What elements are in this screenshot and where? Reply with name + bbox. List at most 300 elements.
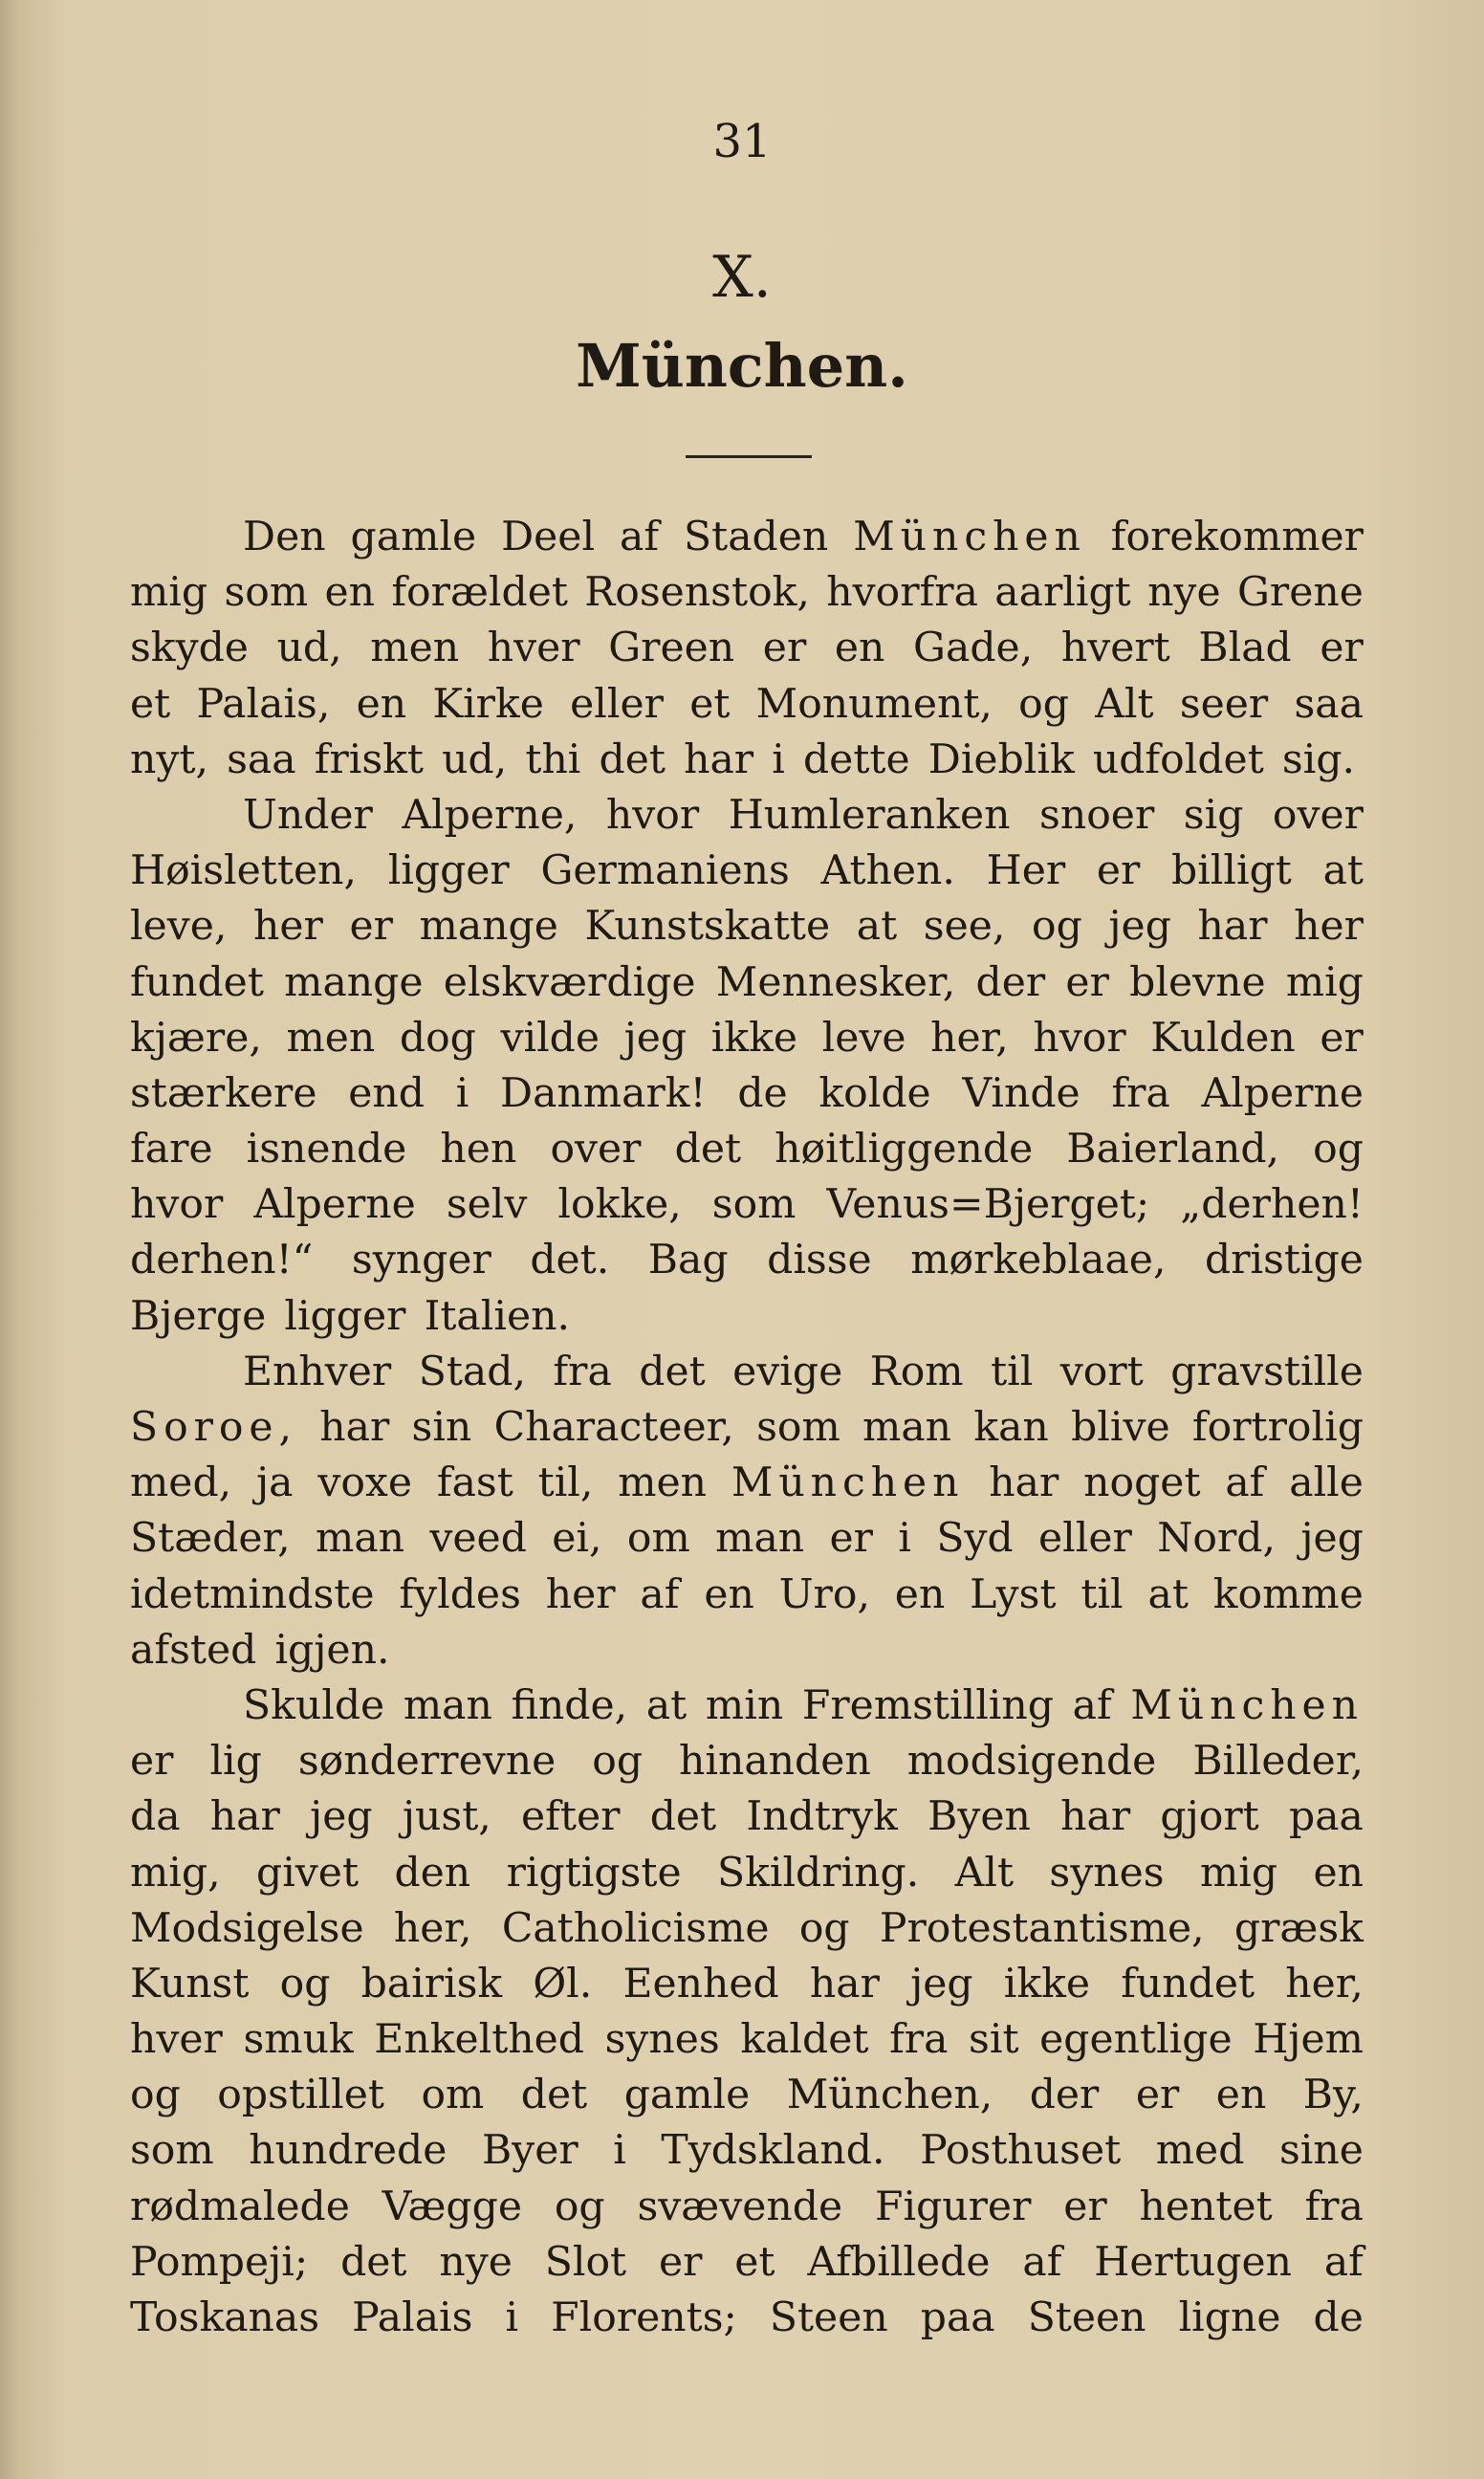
word: Florents;: [551, 2294, 737, 2341]
word: her: [545, 1570, 616, 1618]
word: og: [1031, 903, 1082, 951]
word: derhen!“: [130, 1237, 314, 1284]
word: Byen: [928, 1793, 1031, 1841]
word: voxe: [317, 1459, 413, 1507]
word: Skildring.: [717, 1849, 920, 1897]
word: til: [1080, 1570, 1124, 1618]
word: Kunstskatte: [584, 903, 831, 951]
word: har: [684, 735, 754, 783]
word: er: [1063, 2183, 1107, 2230]
word: fare: [130, 1126, 213, 1174]
word: Mennesker,: [715, 958, 956, 1006]
word: alle: [1289, 1459, 1364, 1507]
word: Vægge: [382, 2183, 522, 2230]
word: givet: [256, 1849, 360, 1897]
word: mørkeblaae,: [910, 1237, 1167, 1284]
word: see,: [923, 903, 1006, 951]
word: modsigende: [906, 1738, 1157, 1786]
word: Dieblik: [928, 735, 1075, 783]
text-line: [130, 2235, 1364, 2291]
text-line: [130, 1511, 1364, 1567]
word: man: [715, 1515, 805, 1563]
word: jeg: [910, 1960, 973, 2007]
word: idetmindste: [130, 1570, 375, 1618]
word: udfoldet: [1092, 735, 1264, 783]
word: min: [705, 1681, 784, 1729]
word: i: [613, 2127, 626, 2175]
word: isnende: [246, 1126, 407, 1174]
word: Baierland,: [1066, 1126, 1280, 1174]
word: de: [1313, 2294, 1364, 2341]
word: mig: [1285, 958, 1364, 1006]
word: en: [894, 1570, 946, 1618]
word: Nord,: [1157, 1515, 1276, 1563]
word: at: [645, 1681, 687, 1729]
text-line: [130, 510, 1364, 565]
word: kan: [973, 1404, 1049, 1451]
word: eller: [570, 680, 664, 728]
word: fundet: [130, 958, 264, 1006]
word: nyt,: [130, 735, 208, 783]
text-line: [130, 677, 1364, 733]
word: Alperne,: [402, 791, 578, 839]
word: hver: [130, 2016, 223, 2064]
word: en: [324, 569, 375, 617]
word: til: [991, 1348, 1034, 1395]
word: end: [348, 1069, 425, 1117]
word: Danmark!: [500, 1069, 707, 1117]
word: jeg: [623, 1014, 687, 1062]
word: dette: [802, 735, 910, 783]
body-text: [130, 510, 1364, 2346]
word: hundrede: [249, 2127, 447, 2175]
word: sig.: [1281, 735, 1356, 783]
word: aarligt: [994, 569, 1131, 617]
word: Slot: [544, 2238, 627, 2286]
word: er: [829, 1515, 873, 1563]
word: Protestantisme,: [879, 1904, 1205, 1952]
word: Green: [608, 625, 735, 672]
word: seer: [1179, 680, 1269, 728]
word: rødmalede: [130, 2183, 350, 2230]
word: ja: [255, 1459, 294, 1507]
word: er: [1065, 958, 1109, 1006]
word: er: [130, 1738, 174, 1786]
word: med,: [130, 1459, 232, 1507]
word: man: [403, 1681, 492, 1729]
word: som: [224, 569, 309, 617]
word: da: [130, 1793, 181, 1841]
word: leve: [821, 1014, 906, 1062]
word: Posthuset: [920, 2127, 1122, 2175]
word: Uro,: [778, 1570, 870, 1618]
text-line: [130, 2291, 1364, 2346]
text-line: [130, 1177, 1364, 1233]
word: vort: [1059, 1348, 1144, 1395]
word: en: [1215, 2072, 1267, 2119]
word: Kunst: [130, 1960, 250, 2007]
text-line: [130, 1901, 1364, 1957]
word: Palais,: [196, 680, 331, 728]
word: det.: [530, 1237, 610, 1284]
title-rule: [686, 455, 812, 458]
word: Rom: [869, 1348, 964, 1395]
word: har: [989, 1459, 1059, 1507]
word: har: [1060, 1793, 1131, 1841]
word: München: [731, 1459, 965, 1507]
word: hvor: [605, 791, 700, 839]
word: fyldes: [399, 1570, 521, 1618]
word: men: [618, 1459, 708, 1507]
word: lig: [209, 1738, 262, 1786]
word: Palais: [352, 2294, 473, 2341]
word: hvor: [1033, 1014, 1126, 1062]
word: i: [772, 735, 785, 783]
word: Eenhed: [622, 1960, 779, 2007]
word: Her: [986, 847, 1066, 895]
word: München: [853, 514, 1086, 560]
word: det: [639, 1348, 706, 1395]
word: en: [356, 680, 407, 728]
text-line: [130, 733, 1364, 788]
word: nye: [439, 2238, 513, 2286]
word: men: [286, 1014, 376, 1062]
text-line: [130, 2180, 1364, 2235]
word: svævende: [637, 2183, 843, 2230]
word: er: [1320, 625, 1364, 672]
word: mig: [130, 569, 208, 617]
word: Figurer: [874, 2183, 1032, 2230]
word: afsted: [130, 1626, 257, 1674]
word: af: [1022, 2238, 1062, 2286]
word: gamle: [623, 2072, 751, 2119]
word: Billeder,: [1192, 1738, 1364, 1786]
word: er: [658, 2238, 703, 2286]
word: at: [1147, 1570, 1189, 1618]
word: rigtigste: [506, 1849, 682, 1897]
word: saa: [227, 735, 296, 783]
word: fra: [1304, 2183, 1364, 2230]
word: det: [674, 1126, 742, 1174]
word: fra: [553, 1348, 612, 1395]
word: af: [640, 1570, 680, 1618]
word: snoer: [1039, 791, 1155, 839]
word: hvor: [130, 1181, 224, 1229]
word: og: [279, 1960, 331, 2007]
word: Afbillede: [807, 2238, 991, 2286]
word: Soroe,: [130, 1404, 297, 1451]
text-line: [130, 1957, 1364, 2012]
word: leve,: [130, 903, 228, 951]
word: Alperne: [1201, 1069, 1364, 1117]
word: München,: [786, 2072, 993, 2119]
word: i: [505, 2294, 519, 2341]
word: og: [554, 2183, 605, 2230]
text-line: [130, 2123, 1364, 2179]
word: dog: [399, 1014, 476, 1062]
word: en: [1313, 1849, 1364, 1897]
word: dristige: [1205, 1237, 1364, 1284]
word: Kirke: [432, 680, 544, 728]
word: Stad,: [418, 1348, 526, 1395]
word: Byer: [481, 2127, 578, 2175]
word: lokke,: [557, 1181, 682, 1229]
word: selv: [446, 1181, 528, 1229]
word: hentet: [1139, 2183, 1273, 2230]
word: jeg: [1300, 1515, 1364, 1563]
word: friskt: [314, 735, 425, 783]
text-line: [130, 1734, 1364, 1789]
text-line: [130, 1400, 1364, 1456]
word: her,: [1285, 1960, 1364, 2007]
text-line: [130, 1456, 1364, 1511]
word: kaldet: [740, 2016, 869, 2064]
word: fast: [436, 1459, 513, 1507]
word: her,: [930, 1014, 1009, 1062]
word: man: [862, 1404, 952, 1451]
word: som: [756, 1404, 840, 1451]
text-line: [130, 565, 1364, 621]
word: mange: [419, 903, 558, 951]
word: Enhver: [243, 1348, 392, 1395]
word: skyde: [130, 625, 249, 672]
word: den: [394, 1849, 471, 1897]
word: billigt: [1171, 847, 1292, 895]
word: jeg: [1108, 903, 1171, 951]
word: Toskanas: [130, 2294, 320, 2341]
word: hen: [440, 1126, 517, 1174]
word: bairisk: [360, 1960, 503, 2007]
word: Hjem: [1253, 2016, 1364, 2064]
word: og: [798, 1904, 850, 1952]
word: fundet: [1121, 1960, 1255, 2007]
chapter-title: München.: [576, 331, 908, 401]
word: eller: [1038, 1515, 1132, 1563]
word: om: [626, 1515, 690, 1563]
word: at: [856, 903, 898, 951]
word: græsk: [1233, 1904, 1364, 1952]
word: Bag: [647, 1237, 729, 1284]
word: just,: [402, 1793, 491, 1841]
word: her,: [393, 1904, 472, 1952]
word: Vinde: [962, 1069, 1080, 1117]
word: er: [1135, 2072, 1180, 2119]
word: Athen.: [820, 847, 955, 895]
word: Alt: [1095, 680, 1154, 728]
word: kjære,: [130, 1014, 262, 1062]
word: Blad: [1198, 625, 1292, 672]
text-line: [130, 1789, 1364, 1845]
word: „derhen!: [1180, 1181, 1364, 1229]
text-line: [130, 2012, 1364, 2068]
text-line: [130, 1678, 1364, 1734]
word: Gade,: [913, 625, 1034, 672]
word: Steen: [1027, 2294, 1146, 2341]
word: elskværdige: [443, 958, 696, 1006]
word: til,: [537, 1459, 594, 1507]
word: med: [1155, 2127, 1245, 2175]
word: at: [1322, 847, 1364, 895]
word: thi: [525, 735, 581, 783]
word: Øl.: [533, 1960, 593, 2007]
word: men: [370, 625, 460, 672]
word: det: [599, 735, 666, 783]
word: disse: [767, 1237, 872, 1284]
word: er: [1096, 847, 1141, 895]
word: Modsigelse: [130, 1904, 364, 1952]
word: paa: [1289, 1793, 1364, 1841]
word: stærkere: [130, 1069, 317, 1117]
word: forekommer: [1110, 514, 1364, 560]
word: efter: [521, 1793, 621, 1841]
word: er: [349, 903, 393, 951]
word: af: [1225, 1459, 1265, 1507]
word: igjen.: [274, 1626, 390, 1674]
text-line: [130, 1289, 1364, 1345]
word: gravstille: [1170, 1348, 1364, 1395]
text-line: [130, 899, 1364, 954]
word: en: [834, 625, 885, 672]
word: Lyst: [970, 1570, 1057, 1618]
word: ud,: [442, 735, 508, 783]
word: veed: [429, 1515, 527, 1563]
text-line: [130, 1066, 1364, 1122]
text-line: [130, 1122, 1364, 1177]
text-line: [130, 1345, 1364, 1400]
word: Monument,: [755, 680, 993, 728]
word: Humleranken: [728, 791, 1011, 839]
text-line: [130, 1623, 1364, 1678]
word: sit: [969, 2016, 1019, 2064]
word: og: [592, 1738, 644, 1786]
word: Rosenstok,: [584, 569, 810, 617]
word: ligger: [387, 847, 510, 895]
word: synes: [604, 2016, 720, 2064]
text-line: [130, 621, 1364, 676]
word: paa: [920, 2294, 995, 2341]
word: over: [1272, 791, 1364, 839]
word: har: [209, 1793, 280, 1841]
word: af: [1323, 2238, 1364, 2286]
word: Tydskland.: [661, 2127, 885, 2175]
word: som: [130, 2127, 214, 2175]
word: synger: [351, 1237, 491, 1284]
word: Pompeji;: [130, 2238, 309, 2286]
word: det: [340, 2238, 407, 2286]
word: smuk: [243, 2016, 354, 2064]
word: ikke: [1003, 1960, 1091, 2007]
word: ikke: [710, 1014, 798, 1062]
word: mig: [1199, 1849, 1278, 1897]
word: Den: [243, 514, 326, 560]
word: Deel: [501, 514, 596, 560]
word: finde,: [511, 1681, 628, 1729]
word: evige: [732, 1348, 843, 1395]
word: har: [809, 1960, 880, 2007]
word: er: [762, 625, 807, 672]
word: Catholicisme: [501, 1904, 770, 1952]
text-line: [130, 844, 1364, 899]
word: kolde: [818, 1069, 931, 1117]
word: Germaniens: [540, 847, 790, 895]
word: mig,: [130, 1849, 221, 1897]
word: fortrolig: [1191, 1404, 1364, 1451]
word: Skulde: [243, 1681, 385, 1729]
word: Venus=Bjerget;: [826, 1181, 1150, 1229]
word: Characteer,: [493, 1404, 734, 1451]
word: Kulden: [1150, 1014, 1296, 1062]
word: mange: [284, 958, 424, 1006]
word: her: [1294, 903, 1364, 951]
word: Hertugen: [1094, 2238, 1292, 2286]
word: et: [689, 680, 731, 728]
word: By,: [1302, 2072, 1364, 2119]
word: opstillet: [217, 2072, 384, 2119]
word: forældet: [391, 569, 568, 617]
word: de: [737, 1069, 788, 1117]
word: i: [455, 1069, 469, 1117]
word: komme: [1212, 1570, 1364, 1618]
word: der: [975, 958, 1046, 1006]
word: det: [649, 1793, 717, 1841]
word: Syd: [936, 1515, 1014, 1563]
word: og: [1018, 680, 1069, 728]
text-line: [130, 1011, 1364, 1066]
word: sin: [411, 1404, 472, 1451]
word: Indtryk: [746, 1793, 898, 1841]
word: ligger: [284, 1292, 406, 1340]
word: af: [1072, 1681, 1112, 1729]
word: har: [1197, 903, 1268, 951]
text-line: [130, 1233, 1364, 1288]
word: egentlige: [1039, 2016, 1233, 2064]
word: høitliggende: [775, 1126, 1034, 1174]
word: nye: [1147, 569, 1221, 617]
word: Steen: [769, 2294, 888, 2341]
word: Alperne: [253, 1181, 416, 1229]
word: Bjerge: [130, 1292, 267, 1340]
text-line: [130, 2068, 1364, 2123]
word: sig: [1183, 791, 1244, 839]
word: og: [1313, 1126, 1364, 1174]
word: om: [421, 2072, 485, 2119]
word: ligne: [1178, 2294, 1281, 2341]
text-line: [130, 1568, 1364, 1623]
word: hver: [487, 625, 580, 672]
word: af: [620, 514, 660, 560]
word: ei,: [552, 1515, 602, 1563]
word: som: [711, 1181, 797, 1229]
word: det: [520, 2072, 588, 2119]
word: hvorfra: [826, 569, 978, 617]
word: fra: [1111, 1069, 1170, 1117]
word: noget: [1083, 1459, 1201, 1507]
text-line: [130, 788, 1364, 844]
word: er: [1320, 1014, 1364, 1062]
word: Staden: [684, 514, 829, 560]
word: Grene: [1236, 569, 1364, 617]
word: et: [130, 680, 171, 728]
word: Stæder,: [130, 1515, 291, 1563]
text-line: [130, 1846, 1364, 1901]
word: her: [253, 903, 323, 951]
word: Under: [243, 791, 373, 839]
word: Enkelthed: [374, 2016, 584, 2064]
page-number: 31: [712, 115, 772, 168]
word: og: [130, 2072, 181, 2119]
word: synes: [1049, 1849, 1165, 1897]
chapter-numeral: X.: [712, 244, 772, 311]
